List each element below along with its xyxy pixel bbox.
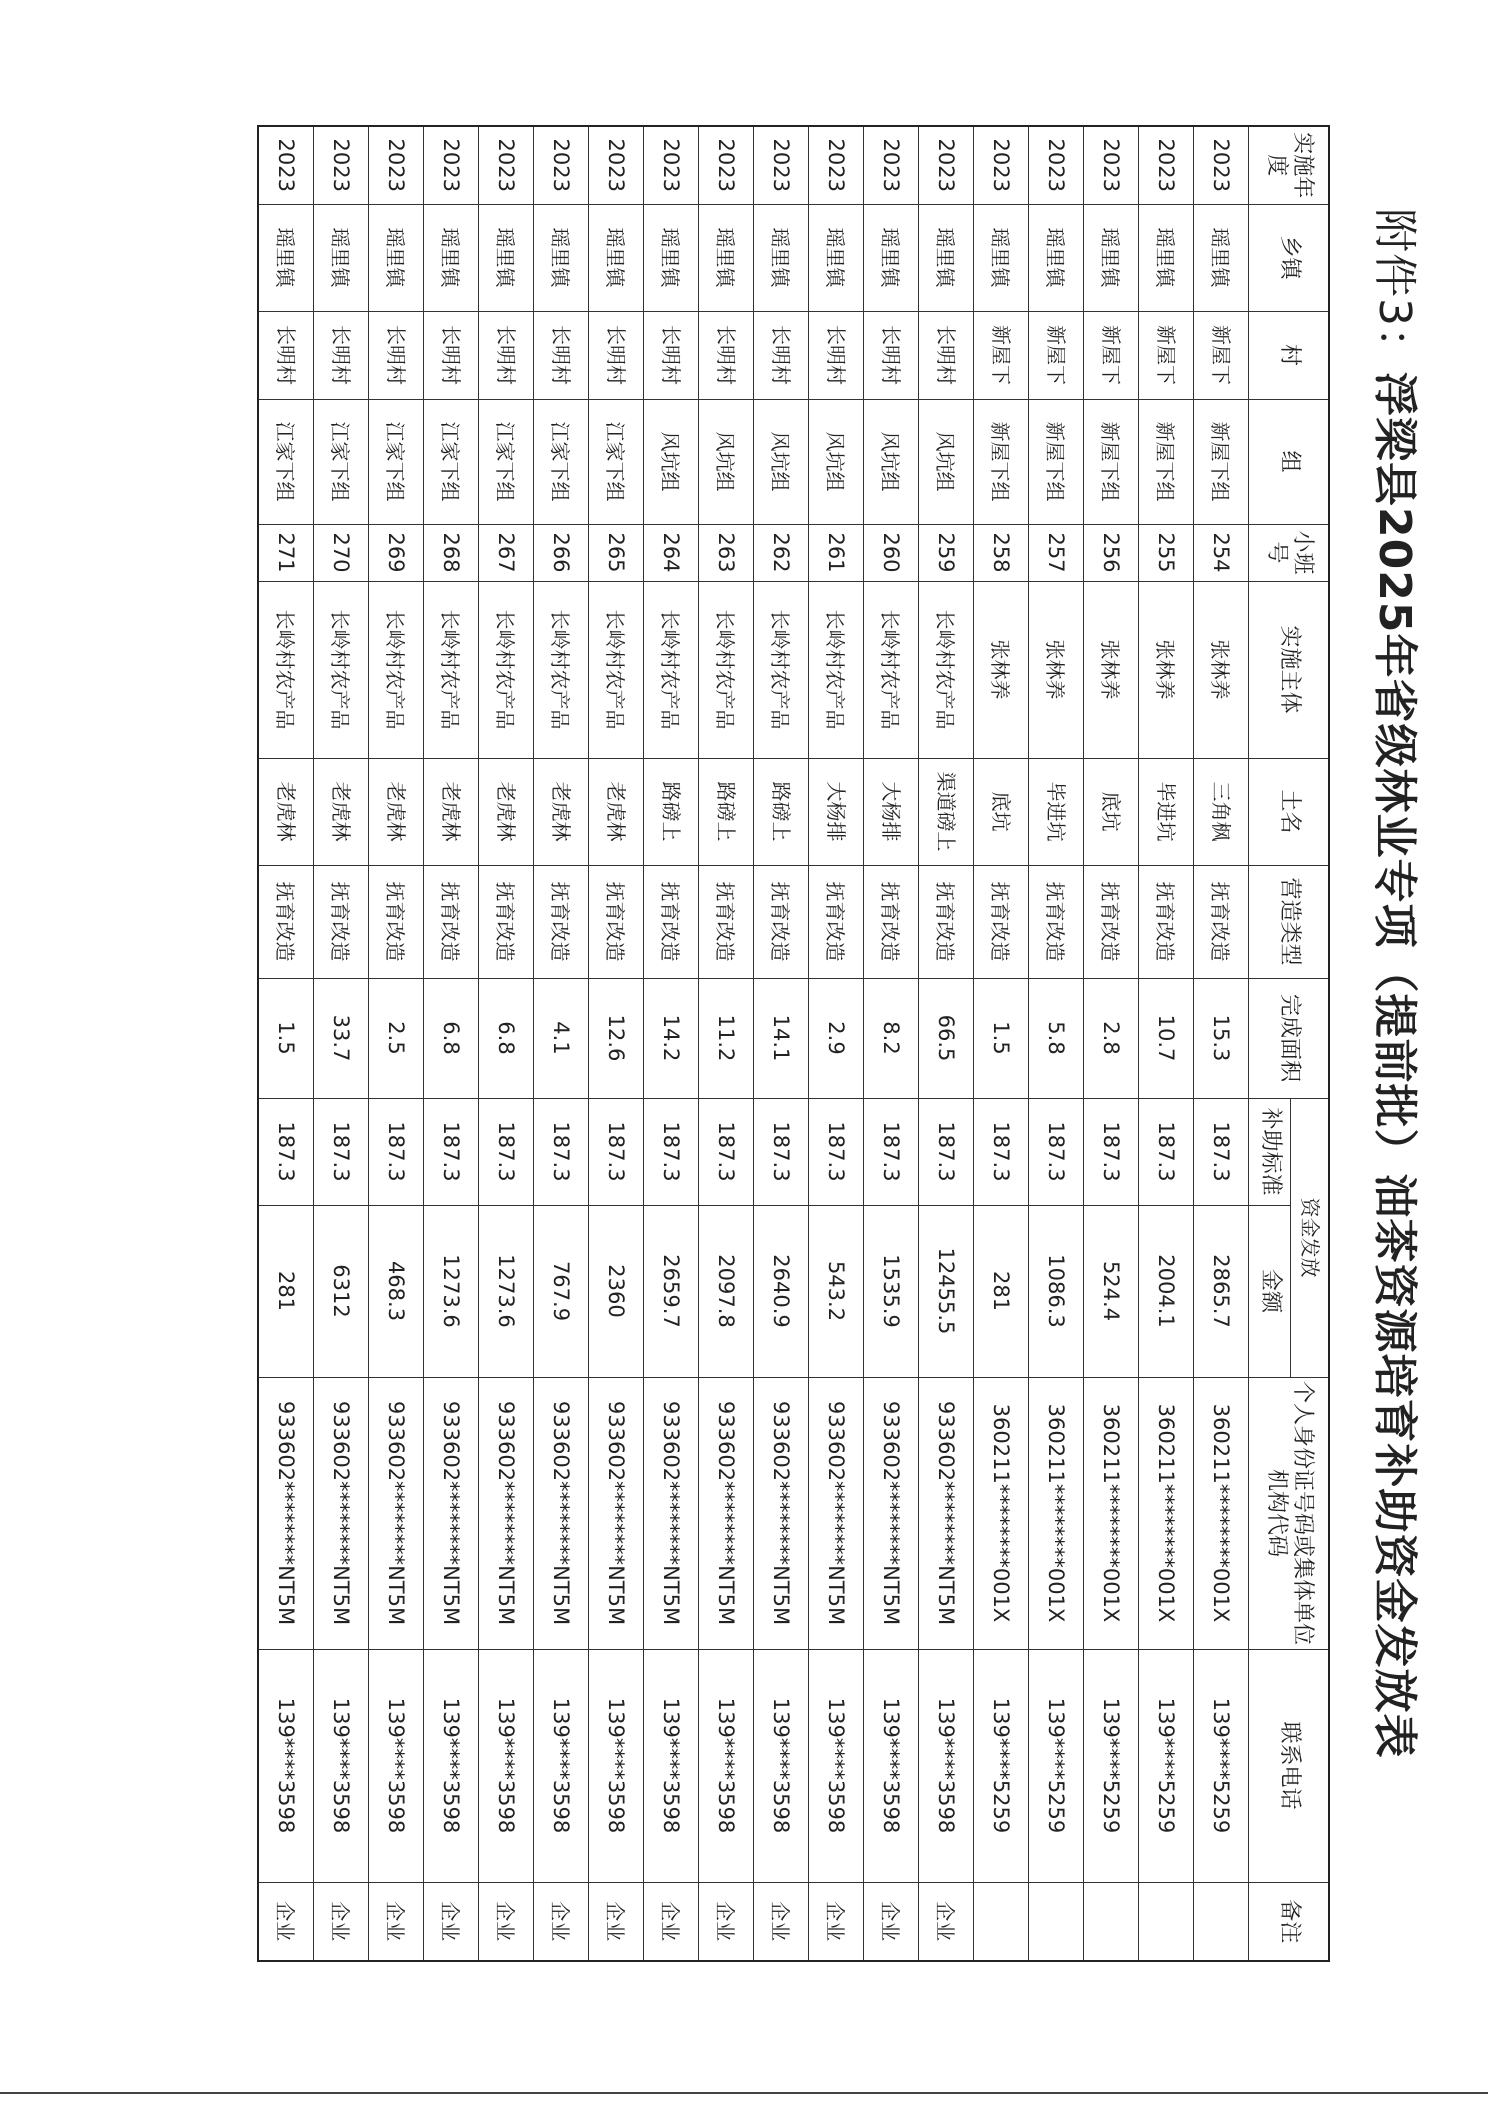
cell-phone: 139****3598 bbox=[699, 1649, 754, 1882]
cell-village: 长明村 bbox=[589, 311, 644, 399]
cell-village: 长明村 bbox=[644, 311, 699, 399]
cell-area: 14.1 bbox=[754, 978, 809, 1098]
cell-id-code: 933602********NT5M bbox=[589, 1377, 644, 1649]
cell-town: 瑶里镇 bbox=[1139, 204, 1194, 311]
cell-place: 路磅上 bbox=[699, 758, 754, 865]
cell-group: 新屋下组 bbox=[1084, 399, 1139, 524]
cell-type: 抚育改造 bbox=[754, 865, 809, 978]
cell-place: 底坑 bbox=[974, 758, 1029, 865]
cell-id-code: 933602********NT5M bbox=[424, 1377, 479, 1649]
cell-village: 长明村 bbox=[809, 311, 864, 399]
cell-area: 1.5 bbox=[974, 978, 1029, 1098]
table-row bbox=[644, 126, 699, 1961]
cell-id-code: 933602********NT5M bbox=[809, 1377, 864, 1649]
cell-group: 江家下组 bbox=[479, 399, 534, 524]
cell-area: 15.3 bbox=[1194, 978, 1249, 1098]
cell-year: 2023 bbox=[259, 126, 315, 204]
cell-phone: 139****3598 bbox=[369, 1649, 424, 1882]
rotated-sheet bbox=[5, 80, 1425, 2020]
cell-type: 抚育改造 bbox=[259, 865, 315, 978]
cell-village: 长明村 bbox=[699, 311, 754, 399]
cell-entity: 长岭村农产品 bbox=[369, 581, 424, 758]
cell-year: 2023 bbox=[369, 126, 424, 204]
cell-town: 瑶里镇 bbox=[754, 204, 809, 311]
cell-phone: 139****5259 bbox=[1194, 1649, 1249, 1882]
cell-type: 抚育改造 bbox=[644, 865, 699, 978]
cell-type: 抚育改造 bbox=[864, 865, 919, 978]
cell-entity: 张林养 bbox=[1139, 581, 1194, 758]
cell-area: 2.8 bbox=[1084, 978, 1139, 1098]
cell-plot-no: 266 bbox=[534, 524, 589, 581]
cell-entity: 长岭村农产品 bbox=[644, 581, 699, 758]
cell-place: 老虎林 bbox=[259, 758, 315, 865]
cell-area: 6.8 bbox=[479, 978, 534, 1098]
cell-id-code: 360211********001X bbox=[974, 1377, 1029, 1649]
cell-area: 6.8 bbox=[424, 978, 479, 1098]
cell-remark bbox=[1194, 1882, 1249, 1961]
cell-group: 新屋下组 bbox=[1029, 399, 1084, 524]
cell-village: 新屋下 bbox=[1084, 311, 1139, 399]
cell-group: 新屋下组 bbox=[974, 399, 1029, 524]
cell-group: 风坑组 bbox=[644, 399, 699, 524]
cell-area: 33.7 bbox=[314, 978, 369, 1098]
header-phone: 联系电话 bbox=[1249, 1649, 1329, 1882]
cell-entity: 长岭村农产品 bbox=[479, 581, 534, 758]
cell-town: 瑶里镇 bbox=[864, 204, 919, 311]
cell-group: 风坑组 bbox=[809, 399, 864, 524]
cell-id-code: 933602********NT5M bbox=[369, 1377, 424, 1649]
cell-area: 8.2 bbox=[864, 978, 919, 1098]
cell-entity: 长岭村农产品 bbox=[424, 581, 479, 758]
cell-area: 66.5 bbox=[919, 978, 974, 1098]
table-row bbox=[1084, 126, 1139, 1961]
cell-amount: 2360 bbox=[589, 1205, 644, 1377]
table-row bbox=[534, 126, 589, 1961]
cell-amount: 1086.3 bbox=[1029, 1205, 1084, 1377]
cell-town: 瑶里镇 bbox=[424, 204, 479, 311]
cell-area: 12.6 bbox=[589, 978, 644, 1098]
cell-plot-no: 260 bbox=[864, 524, 919, 581]
header-remark: 备注 bbox=[1249, 1882, 1329, 1961]
header-group: 组 bbox=[1249, 399, 1329, 524]
cell-id-code: 933602********NT5M bbox=[259, 1377, 315, 1649]
cell-village: 新屋下 bbox=[1194, 311, 1249, 399]
cell-plot-no: 257 bbox=[1029, 524, 1084, 581]
cell-entity: 长岭村农产品 bbox=[259, 581, 315, 758]
cell-remark bbox=[1139, 1882, 1194, 1961]
header-type: 营造类型 bbox=[1249, 865, 1329, 978]
cell-plot-no: 259 bbox=[919, 524, 974, 581]
cell-town: 瑶里镇 bbox=[1029, 204, 1084, 311]
cell-town: 瑶里镇 bbox=[1084, 204, 1139, 311]
cell-standard: 187.3 bbox=[1084, 1098, 1139, 1205]
table-row bbox=[314, 126, 369, 1961]
cell-place: 老虎林 bbox=[534, 758, 589, 865]
cell-entity: 张林养 bbox=[1029, 581, 1084, 758]
cell-type: 抚育改造 bbox=[974, 865, 1029, 978]
cell-id-code: 933602********NT5M bbox=[754, 1377, 809, 1649]
table-row bbox=[1029, 126, 1084, 1961]
table-row bbox=[424, 126, 479, 1961]
cell-year: 2023 bbox=[754, 126, 809, 204]
cell-village: 新屋下 bbox=[974, 311, 1029, 399]
cell-town: 瑶里镇 bbox=[259, 204, 315, 311]
cell-phone: 139****3598 bbox=[424, 1649, 479, 1882]
cell-village: 新屋下 bbox=[1139, 311, 1194, 399]
cell-standard: 187.3 bbox=[644, 1098, 699, 1205]
cell-group: 江家下组 bbox=[589, 399, 644, 524]
header-year: 实施年度 bbox=[1249, 126, 1329, 204]
cell-id-code: 933602********NT5M bbox=[864, 1377, 919, 1649]
header-village: 村 bbox=[1249, 311, 1329, 399]
cell-phone: 139****5259 bbox=[1139, 1649, 1194, 1882]
cell-id-code: 360211********001X bbox=[1029, 1377, 1084, 1649]
cell-village: 长明村 bbox=[369, 311, 424, 399]
cell-standard: 187.3 bbox=[1029, 1098, 1084, 1205]
cell-remark: 企业 bbox=[754, 1882, 809, 1961]
cell-town: 瑶里镇 bbox=[534, 204, 589, 311]
header-plot-no: 小班号 bbox=[1249, 524, 1329, 581]
cell-group: 江家下组 bbox=[314, 399, 369, 524]
cell-plot-no: 271 bbox=[259, 524, 315, 581]
cell-area: 2.9 bbox=[809, 978, 864, 1098]
cell-year: 2023 bbox=[864, 126, 919, 204]
cell-type: 抚育改造 bbox=[424, 865, 479, 978]
cell-place: 老虎林 bbox=[424, 758, 479, 865]
cell-year: 2023 bbox=[589, 126, 644, 204]
cell-entity: 张林养 bbox=[1084, 581, 1139, 758]
cell-standard: 187.3 bbox=[479, 1098, 534, 1205]
cell-area: 4.1 bbox=[534, 978, 589, 1098]
cell-amount: 1273.6 bbox=[424, 1205, 479, 1377]
cell-entity: 张林养 bbox=[974, 581, 1029, 758]
cell-entity: 长岭村农产品 bbox=[919, 581, 974, 758]
cell-plot-no: 261 bbox=[809, 524, 864, 581]
cell-area: 11.2 bbox=[699, 978, 754, 1098]
cell-standard: 187.3 bbox=[809, 1098, 864, 1205]
cell-amount: 468.3 bbox=[369, 1205, 424, 1377]
header-amount: 金额 bbox=[1249, 1205, 1291, 1377]
cell-place: 渠道磅上 bbox=[919, 758, 974, 865]
header-funds: 资金发放 bbox=[1291, 1098, 1329, 1377]
cell-plot-no: 263 bbox=[699, 524, 754, 581]
cell-type: 抚育改造 bbox=[809, 865, 864, 978]
table-row bbox=[589, 126, 644, 1961]
cell-amount: 281 bbox=[974, 1205, 1029, 1377]
cell-place: 毕进坑 bbox=[1139, 758, 1194, 865]
cell-id-code: 933602********NT5M bbox=[479, 1377, 534, 1649]
cell-id-code: 933602********NT5M bbox=[534, 1377, 589, 1649]
cell-amount: 281 bbox=[259, 1205, 315, 1377]
cell-year: 2023 bbox=[1084, 126, 1139, 204]
cell-place: 三角枫 bbox=[1194, 758, 1249, 865]
cell-town: 瑶里镇 bbox=[314, 204, 369, 311]
table-row bbox=[754, 126, 809, 1961]
cell-remark: 企业 bbox=[699, 1882, 754, 1961]
cell-plot-no: 270 bbox=[314, 524, 369, 581]
cell-id-code: 360211********001X bbox=[1084, 1377, 1139, 1649]
cell-group: 风坑组 bbox=[754, 399, 809, 524]
cell-area: 14.2 bbox=[644, 978, 699, 1098]
cell-phone: 139****3598 bbox=[534, 1649, 589, 1882]
cell-type: 抚育改造 bbox=[479, 865, 534, 978]
cell-town: 瑶里镇 bbox=[369, 204, 424, 311]
cell-group: 风坑组 bbox=[919, 399, 974, 524]
cell-group: 江家下组 bbox=[534, 399, 589, 524]
cell-standard: 187.3 bbox=[314, 1098, 369, 1205]
cell-group: 风坑组 bbox=[699, 399, 754, 524]
cell-plot-no: 254 bbox=[1194, 524, 1249, 581]
cell-year: 2023 bbox=[644, 126, 699, 204]
cell-remark: 企业 bbox=[864, 1882, 919, 1961]
cell-village: 长明村 bbox=[754, 311, 809, 399]
cell-amount: 6312 bbox=[314, 1205, 369, 1377]
table-row bbox=[369, 126, 424, 1961]
cell-id-code: 933602********NT5M bbox=[314, 1377, 369, 1649]
cell-amount: 1273.6 bbox=[479, 1205, 534, 1377]
cell-entity: 长岭村农产品 bbox=[754, 581, 809, 758]
table-row bbox=[809, 126, 864, 1961]
cell-year: 2023 bbox=[1029, 126, 1084, 204]
cell-standard: 187.3 bbox=[864, 1098, 919, 1205]
cell-place: 老虎林 bbox=[589, 758, 644, 865]
cell-remark: 企业 bbox=[589, 1882, 644, 1961]
cell-amount: 524.4 bbox=[1084, 1205, 1139, 1377]
cell-plot-no: 255 bbox=[1139, 524, 1194, 581]
cell-phone: 139****5259 bbox=[1084, 1649, 1139, 1882]
cell-place: 路磅上 bbox=[754, 758, 809, 865]
table-body bbox=[259, 126, 1250, 1961]
cell-standard: 187.3 bbox=[534, 1098, 589, 1205]
cell-amount: 2659.7 bbox=[644, 1205, 699, 1377]
cell-type: 抚育改造 bbox=[314, 865, 369, 978]
cell-plot-no: 264 bbox=[644, 524, 699, 581]
cell-entity: 长岭村农产品 bbox=[699, 581, 754, 758]
cell-amount: 2004.1 bbox=[1139, 1205, 1194, 1377]
cell-group: 江家下组 bbox=[259, 399, 315, 524]
cell-place: 老虎林 bbox=[479, 758, 534, 865]
cell-village: 长明村 bbox=[259, 311, 315, 399]
cell-year: 2023 bbox=[1139, 126, 1194, 204]
cell-id-code: 933602********NT5M bbox=[644, 1377, 699, 1649]
cell-remark: 企业 bbox=[809, 1882, 864, 1961]
cell-plot-no: 268 bbox=[424, 524, 479, 581]
cell-town: 瑶里镇 bbox=[919, 204, 974, 311]
cell-place: 底坑 bbox=[1084, 758, 1139, 865]
cell-remark: 企业 bbox=[424, 1882, 479, 1961]
cell-remark: 企业 bbox=[259, 1882, 315, 1961]
cell-id-code: 360211********001X bbox=[1194, 1377, 1249, 1649]
cell-year: 2023 bbox=[314, 126, 369, 204]
cell-village: 新屋下 bbox=[1029, 311, 1084, 399]
cell-place: 大杨排 bbox=[864, 758, 919, 865]
table-row bbox=[919, 126, 974, 1961]
cell-id-code: 360211********001X bbox=[1139, 1377, 1194, 1649]
cell-remark bbox=[1084, 1882, 1139, 1961]
cell-place: 路磅上 bbox=[644, 758, 699, 865]
header-place: 土名 bbox=[1249, 758, 1329, 865]
cell-amount: 767.9 bbox=[534, 1205, 589, 1377]
table-row bbox=[1194, 126, 1249, 1961]
cell-year: 2023 bbox=[479, 126, 534, 204]
cell-type: 抚育改造 bbox=[1084, 865, 1139, 978]
cell-standard: 187.3 bbox=[1139, 1098, 1194, 1205]
title-main: 浮梁县2025年省级林业专项（提前批）油茶资源培育补助资金发放表 bbox=[1369, 372, 1420, 1759]
cell-phone: 139****3598 bbox=[864, 1649, 919, 1882]
cell-place: 老虎林 bbox=[314, 758, 369, 865]
cell-year: 2023 bbox=[534, 126, 589, 204]
cell-plot-no: 262 bbox=[754, 524, 809, 581]
cell-town: 瑶里镇 bbox=[589, 204, 644, 311]
cell-plot-no: 267 bbox=[479, 524, 534, 581]
cell-phone: 139****3598 bbox=[644, 1649, 699, 1882]
cell-phone: 139****5259 bbox=[974, 1649, 1029, 1882]
cell-phone: 139****3598 bbox=[754, 1649, 809, 1882]
cell-group: 新屋下组 bbox=[1194, 399, 1249, 524]
table-row bbox=[1139, 126, 1194, 1961]
cell-town: 瑶里镇 bbox=[644, 204, 699, 311]
table-row bbox=[864, 126, 919, 1961]
cell-remark: 企业 bbox=[369, 1882, 424, 1961]
cell-year: 2023 bbox=[809, 126, 864, 204]
cell-standard: 187.3 bbox=[259, 1098, 315, 1205]
cell-type: 抚育改造 bbox=[919, 865, 974, 978]
cell-village: 长明村 bbox=[479, 311, 534, 399]
cell-entity: 长岭村农产品 bbox=[864, 581, 919, 758]
cell-place: 大杨排 bbox=[809, 758, 864, 865]
cell-plot-no: 258 bbox=[974, 524, 1029, 581]
cell-standard: 187.3 bbox=[919, 1098, 974, 1205]
header-standard: 补助标准 bbox=[1249, 1098, 1291, 1205]
cell-town: 瑶里镇 bbox=[1194, 204, 1249, 311]
cell-group: 风坑组 bbox=[864, 399, 919, 524]
cell-remark: 企业 bbox=[919, 1882, 974, 1961]
cell-remark: 企业 bbox=[479, 1882, 534, 1961]
cell-phone: 139****3598 bbox=[809, 1649, 864, 1882]
subsidy-table bbox=[258, 125, 1331, 1962]
cell-village: 长明村 bbox=[919, 311, 974, 399]
cell-standard: 187.3 bbox=[369, 1098, 424, 1205]
cell-amount: 1535.9 bbox=[864, 1205, 919, 1377]
cell-village: 长明村 bbox=[534, 311, 589, 399]
table-row bbox=[259, 126, 315, 1961]
cell-group: 新屋下组 bbox=[1139, 399, 1194, 524]
cell-remark: 企业 bbox=[534, 1882, 589, 1961]
cell-village: 长明村 bbox=[864, 311, 919, 399]
cell-area: 2.5 bbox=[369, 978, 424, 1098]
cell-type: 抚育改造 bbox=[534, 865, 589, 978]
cell-remark bbox=[974, 1882, 1029, 1961]
cell-entity: 长岭村农产品 bbox=[314, 581, 369, 758]
cell-type: 抚育改造 bbox=[1194, 865, 1249, 978]
cell-area: 1.5 bbox=[259, 978, 315, 1098]
cell-year: 2023 bbox=[1194, 126, 1249, 204]
cell-amount: 2865.7 bbox=[1194, 1205, 1249, 1377]
cell-town: 瑶里镇 bbox=[974, 204, 1029, 311]
cell-amount: 543.2 bbox=[809, 1205, 864, 1377]
table-row bbox=[479, 126, 534, 1961]
bottom-rule bbox=[0, 2092, 1488, 2094]
header-town: 乡镇 bbox=[1249, 204, 1329, 311]
cell-place: 老虎林 bbox=[369, 758, 424, 865]
table-row bbox=[699, 126, 754, 1961]
header-area: 完成面积 bbox=[1249, 978, 1329, 1098]
cell-town: 瑶里镇 bbox=[809, 204, 864, 311]
cell-area: 5.8 bbox=[1029, 978, 1084, 1098]
cell-phone: 139****3598 bbox=[479, 1649, 534, 1882]
cell-amount: 2097.8 bbox=[699, 1205, 754, 1377]
cell-phone: 139****3598 bbox=[919, 1649, 974, 1882]
cell-village: 长明村 bbox=[424, 311, 479, 399]
cell-plot-no: 265 bbox=[589, 524, 644, 581]
cell-type: 抚育改造 bbox=[369, 865, 424, 978]
cell-entity: 张林养 bbox=[1194, 581, 1249, 758]
cell-remark: 企业 bbox=[314, 1882, 369, 1961]
cell-town: 瑶里镇 bbox=[479, 204, 534, 311]
cell-entity: 长岭村农产品 bbox=[589, 581, 644, 758]
cell-standard: 187.3 bbox=[754, 1098, 809, 1205]
cell-amount: 2640.9 bbox=[754, 1205, 809, 1377]
cell-remark: 企业 bbox=[644, 1882, 699, 1961]
cell-town: 瑶里镇 bbox=[699, 204, 754, 311]
cell-entity: 长岭村农产品 bbox=[809, 581, 864, 758]
table-row bbox=[974, 126, 1029, 1961]
cell-standard: 187.3 bbox=[589, 1098, 644, 1205]
cell-phone: 139****3598 bbox=[259, 1649, 315, 1882]
cell-type: 抚育改造 bbox=[699, 865, 754, 978]
cell-type: 抚育改造 bbox=[1029, 865, 1084, 978]
cell-entity: 长岭村农产品 bbox=[534, 581, 589, 758]
cell-year: 2023 bbox=[974, 126, 1029, 204]
cell-year: 2023 bbox=[919, 126, 974, 204]
cell-year: 2023 bbox=[424, 126, 479, 204]
cell-phone: 139****3598 bbox=[314, 1649, 369, 1882]
cell-group: 江家下组 bbox=[369, 399, 424, 524]
cell-area: 10.7 bbox=[1139, 978, 1194, 1098]
cell-place: 毕进坑 bbox=[1029, 758, 1084, 865]
cell-remark bbox=[1029, 1882, 1084, 1961]
cell-standard: 187.3 bbox=[699, 1098, 754, 1205]
cell-id-code: 933602********NT5M bbox=[699, 1377, 754, 1649]
cell-standard: 187.3 bbox=[1194, 1098, 1249, 1205]
cell-type: 抚育改造 bbox=[1139, 865, 1194, 978]
cell-plot-no: 256 bbox=[1084, 524, 1139, 581]
cell-phone: 139****3598 bbox=[589, 1649, 644, 1882]
cell-group: 江家下组 bbox=[424, 399, 479, 524]
header-id-code: 个人身份证号码或集体单位机构代码 bbox=[1249, 1377, 1329, 1649]
cell-village: 长明村 bbox=[314, 311, 369, 399]
cell-plot-no: 269 bbox=[369, 524, 424, 581]
cell-standard: 187.3 bbox=[424, 1098, 479, 1205]
document-title bbox=[1367, 208, 1431, 1758]
cell-standard: 187.3 bbox=[974, 1098, 1029, 1205]
cell-amount: 12455.5 bbox=[919, 1205, 974, 1377]
cell-type: 抚育改造 bbox=[589, 865, 644, 978]
cell-phone: 139****5259 bbox=[1029, 1649, 1084, 1882]
cell-id-code: 933602********NT5M bbox=[919, 1377, 974, 1649]
cell-year: 2023 bbox=[699, 126, 754, 204]
title-prefix: 附件3： bbox=[1369, 208, 1420, 372]
header-entity: 实施主体 bbox=[1249, 581, 1329, 758]
